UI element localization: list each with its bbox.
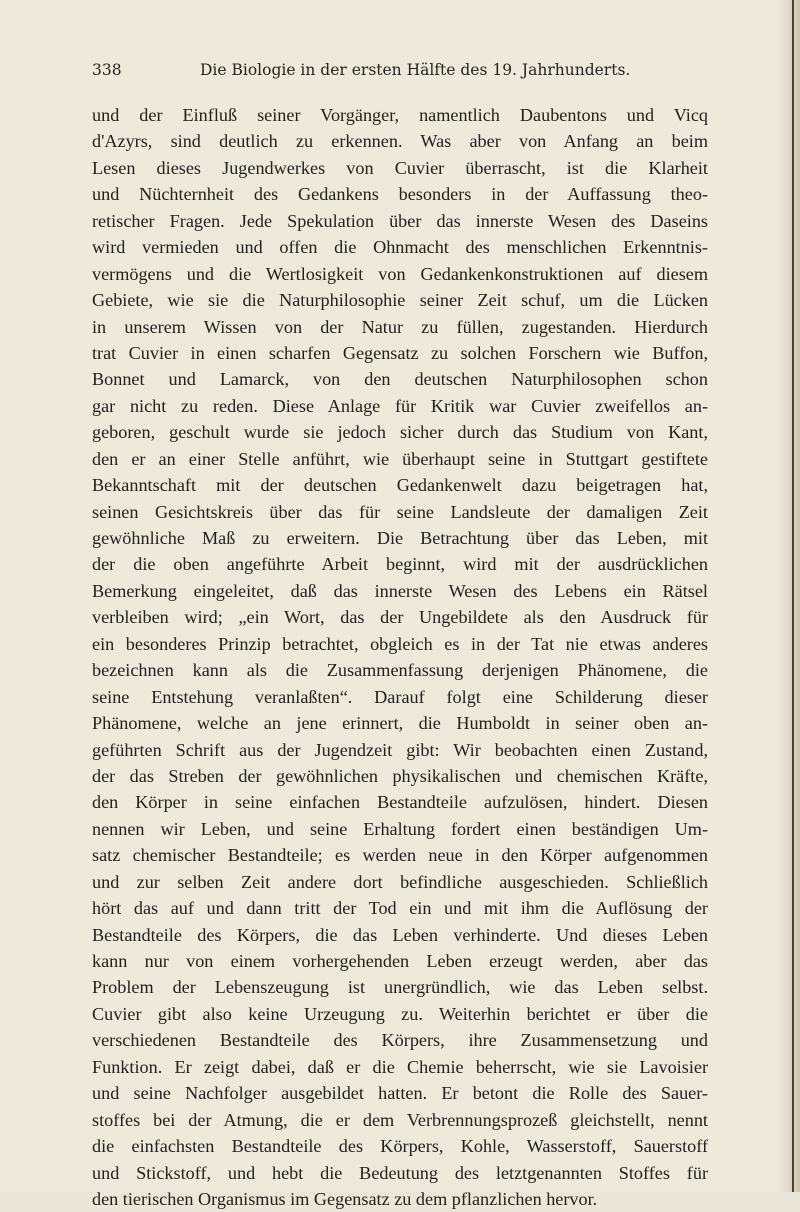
running-header xyxy=(92,59,712,87)
text-line: Bestandteile des Körpers, die das Leben verhinderte. Und dieses Leben xyxy=(92,924,708,945)
text-line: Lesen dieses Jugendwerkes von Cuvier überrascht, ist die Klarheit xyxy=(92,157,708,178)
text-line: in unserem Wissen von der Natur zu füllen, zugestanden. Hierdurch xyxy=(92,316,708,337)
text-line: Cuvier gibt also keine Urzeugung zu. Weiterhin berichtet er über die xyxy=(92,1003,708,1024)
binding-edge-line xyxy=(792,0,794,1192)
text-line: kann nur von einem vorhergehenden Leben erzeugt werden, aber das xyxy=(92,951,708,971)
text-line: stoffes bei der Atmung, die er dem Verbrennungsprozeß gleichstellt, nennt xyxy=(92,1109,708,1130)
text-line: wird vermieden und offen die Ohnmacht des menschlichen Erkenntnis- xyxy=(92,237,708,258)
text-line: retischer Fragen. Jede Spekulation über das innerste Wesen des Daseins xyxy=(92,210,708,231)
text-line: Bemerkung eingeleitet, daß das innerste Wesen des Lebens ein Rätsel xyxy=(92,580,708,601)
text-line: und seine Nachfolger ausgebildet hatten. Er betont die Rolle des Sauer- xyxy=(92,1083,708,1104)
text-line: hört das auf und dann tritt der Tod ein und mit ihm die Auflösung der xyxy=(92,898,708,919)
text-line: satz chemischer Bestandteile; es werden neue in den Körper aufgenommen xyxy=(92,845,708,866)
text-line: vermögens und die Wertlosigkeit von Gedankenkonstruktionen auf diesem xyxy=(92,263,708,284)
text-line: geboren, geschult wurde sie jedoch sicher durch das Studium von Kant, xyxy=(92,422,708,443)
page-number: 338 xyxy=(92,61,122,79)
text-line: und zur selben Zeit andere dort befindliche ausgeschieden. Schließlich xyxy=(92,871,708,892)
text-line: bezeichnen kann als die Zusammenfassung derjenigen Phänomene, die xyxy=(92,660,708,681)
text-line: den er an einer Stelle anführt, wie überhaupt seine in Stuttgart gestiftete xyxy=(92,448,708,469)
text-line: Gebiete, wie sie die Naturphilosophie seiner Zeit schuf, um die Lücken xyxy=(92,290,708,311)
text-line: ein besonderes Prinzip betrachtet, obgleich es in der Tat nie etwas anderes xyxy=(92,633,708,654)
text-line: Phänomene, welche an jene erinnert, die Humboldt in seiner oben an- xyxy=(92,713,708,734)
text-line: und der Einfluß seiner Vorgänger, namentlich Daubentons und Vicq xyxy=(92,105,708,125)
text-line: seine Entstehung veranlaßten“. Darauf folgt eine Schilderung dieser xyxy=(92,686,708,707)
text-line: gewöhnliche Maß zu erweitern. Die Betrachtung über das Leben, mit xyxy=(92,528,708,548)
text-line: Bekanntschaft mit der deutschen Gedankenwelt dazu beigetragen hat, xyxy=(92,475,708,496)
text-line: gar nicht zu reden. Diese Anlage für Kritik war Cuvier zweifellos an- xyxy=(92,395,708,416)
text-line: verschiedenen Bestandteile des Körpers, ihre Zusammensetzung und xyxy=(92,1030,708,1051)
text-line: den Körper in seine einfachen Bestandteile aufzulösen, hindert. Diesen xyxy=(92,792,708,813)
text-line: Bonnet und Lamarck, von den deutschen Naturphilosophen schon xyxy=(92,369,708,390)
text-line: Problem der Lebenszeugung ist unergründlich, wie das Leben selbst. xyxy=(92,977,708,998)
text-line: trat Cuvier in einen scharfen Gegensatz zu solchen Forschern wie Buffon, xyxy=(92,342,708,363)
text-line: und Nüchternheit des Gedankens besonders in der Auffassung theo- xyxy=(92,184,708,205)
text-line: verbleiben wird; „ein Wort, das der Ungebildete als den Ausdruck für xyxy=(92,607,708,628)
text-line: d'Azyrs, sind deutlich zu erkennen. Was aber von Anfang an beim xyxy=(92,131,708,152)
text-line: Funktion. Er zeigt dabei, daß er die Chemie beherrscht, wie sie Lavoisier xyxy=(92,1056,708,1077)
text-line: geführten Schrift aus der Jugendzeit gibt: Wir beobachten einen Zustand, xyxy=(92,739,708,760)
body-text xyxy=(92,102,708,1212)
text-line: der das Streben der gewöhnlichen physikalischen und chemischen Kräfte, xyxy=(92,765,708,786)
text-line: nennen wir Leben, und seine Erhaltung fordert einen beständigen Um- xyxy=(92,818,708,839)
running-title: Die Biologie in der ersten Hälfte des 19. Jahrhunderts. xyxy=(200,61,631,79)
text-line: und Stickstoff, und hebt die Bedeutung des letztgenannten Stoffes für xyxy=(92,1162,708,1183)
page-edge xyxy=(778,0,800,1192)
text-line: der die oben angeführte Arbeit beginnt, wird mit der ausdrücklichen xyxy=(92,554,708,575)
text-line: seinen Gesichtskreis über das für seine Landsleute der damaligen Zeit xyxy=(92,501,708,522)
text-line: die einfachsten Bestandteile des Körpers, Kohle, Wasserstoff, Sauerstoff xyxy=(92,1136,708,1157)
text-line: den tierischen Organismus im Gegensatz zu dem pflanzlichen hervor. xyxy=(92,1188,598,1209)
